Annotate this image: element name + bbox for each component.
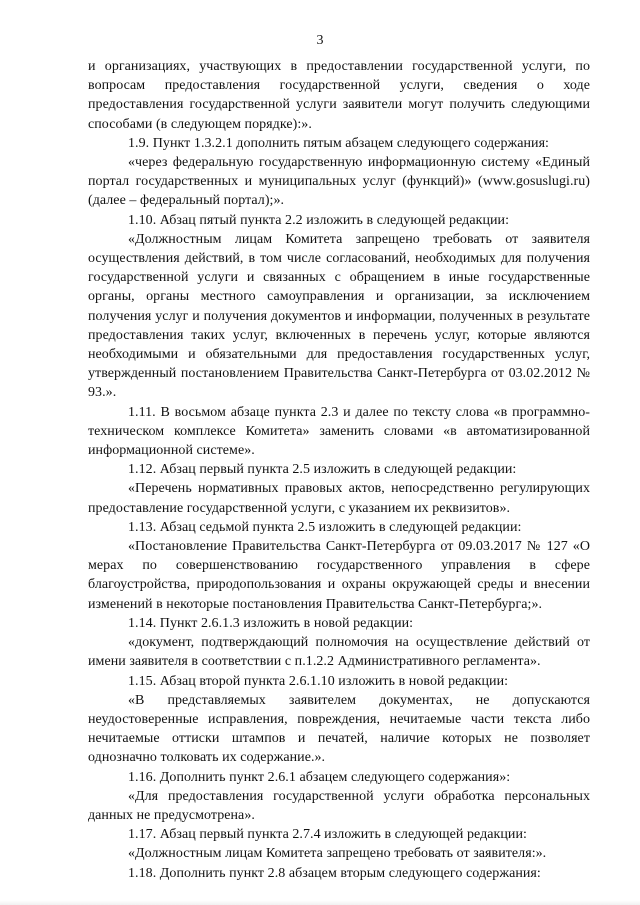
paragraph-item-1-16: 1.16. Дополнить пункт 2.6.1 абзацем следующего содержания»:: [128, 769, 511, 785]
paragraph-item-1-10: 1.10. Абзац пятый пункта 2.2 изложить в следующей редакции:: [128, 212, 510, 228]
paragraph-item-1-9: 1.9. Пункт 1.3.2.1 дополнить пятым абзацем следующего содержания:: [128, 135, 550, 151]
page-bottom-edge: [0, 900, 640, 905]
paragraph-quote-1-17: «Должностным лицам Комитета запрещено требовать от заявителя:».: [128, 846, 547, 862]
paragraph-quote-1-9: «через федеральную государственную информационную систему «Единый портал государственных и муниципальных услуг (функций)» (www.gosuslugi.ru) (далее – федеральный портал);».: [88, 155, 590, 209]
paragraph-item-1-18: 1.18. Дополнить пункт 2.8 абзацем вторым следующего содержания:: [128, 865, 541, 881]
paragraph-item-1-14: 1.14. Пункт 2.6.1.3 изложить в новой редакции:: [128, 615, 414, 631]
page-number: 3: [316, 33, 324, 48]
paragraph-quote-1-10: «Должностным лицам Комитета запрещено требовать от заявителя осуществления действий, в том числе согласований, необходимых для получения государственной услуги и связанных с обращением в иные государственные органы, органы местного самоуправления и организации, за исключением получения услуг и получения документов и информации, полученных в результате предоставления таких услуг, включенных в перечень услуг, которые являются необходимыми и обязательными для предоставления государственных услуг, утвержденный постановлением Правительства Санкт-Петербурга от 03.02.2012 № 93.».: [88, 231, 590, 401]
paragraph-item-1-13: 1.13. Абзац седьмой пункта 2.5 изложить в следующей редакции:: [128, 519, 522, 535]
paragraph-item-1-17: 1.17. Абзац первый пункта 2.7.4 изложить в следующей редакции:: [128, 827, 527, 843]
paragraph-quote-1-12: «Перечень нормативных правовых актов, непосредственно регулирующих предоставление государственной услуги, с указанием их реквизитов».: [88, 481, 590, 516]
paragraph-continuation: и организациях, участвующих в предоставлении государственной услуги, по вопросам предоставления государственной услуги, сведения о ходе предоставления государственной услуги заявители могут получить следующими способами (в следующем порядке):».: [88, 59, 590, 132]
document-body: [88, 57, 590, 883]
paragraph-quote-1-13: «Постановление Правительства Санкт-Петербурга от 09.03.2017 № 127 «О мерах по совершенствованию государственного управления в сфере благоустройства, природопользования и охраны окружающей среды и внесении изменений в некоторые постановления Правительства Санкт-Петербурга;».: [88, 539, 590, 612]
paragraph-item-1-15: 1.15. Абзац второй пункта 2.6.1.10 изложить в новой редакции:: [128, 673, 509, 689]
paragraph-item-1-12: 1.12. Абзац первый пункта 2.5 изложить в следующей редакции:: [128, 462, 517, 478]
paragraph-quote-1-16: «Для предоставления государственной услуги обработка персональных данных не предусмотрена».: [88, 788, 590, 823]
paragraph-item-1-11: 1.11. В восьмом абзаце пункта 2.3 и далее по тексту слова «в программно-техническом комплексе Комитета» заменить словами «в автоматизированной информационной системе».: [88, 404, 590, 459]
paragraph-quote-1-15: «В представляемых заявителем документах, не допускаются неудостоверенные исправления, повреждения, нечитаемые части текста либо нечитаемые оттиски штампов и печатей, наличие которых не позволяет однозначно толковать их содержание.».: [88, 692, 590, 766]
paragraph-quote-1-14: «документ, подтверждающий полномочия на осуществление действий от имени заявителя в соответствии с п.1.2.2 Административного регламента».: [88, 635, 590, 670]
